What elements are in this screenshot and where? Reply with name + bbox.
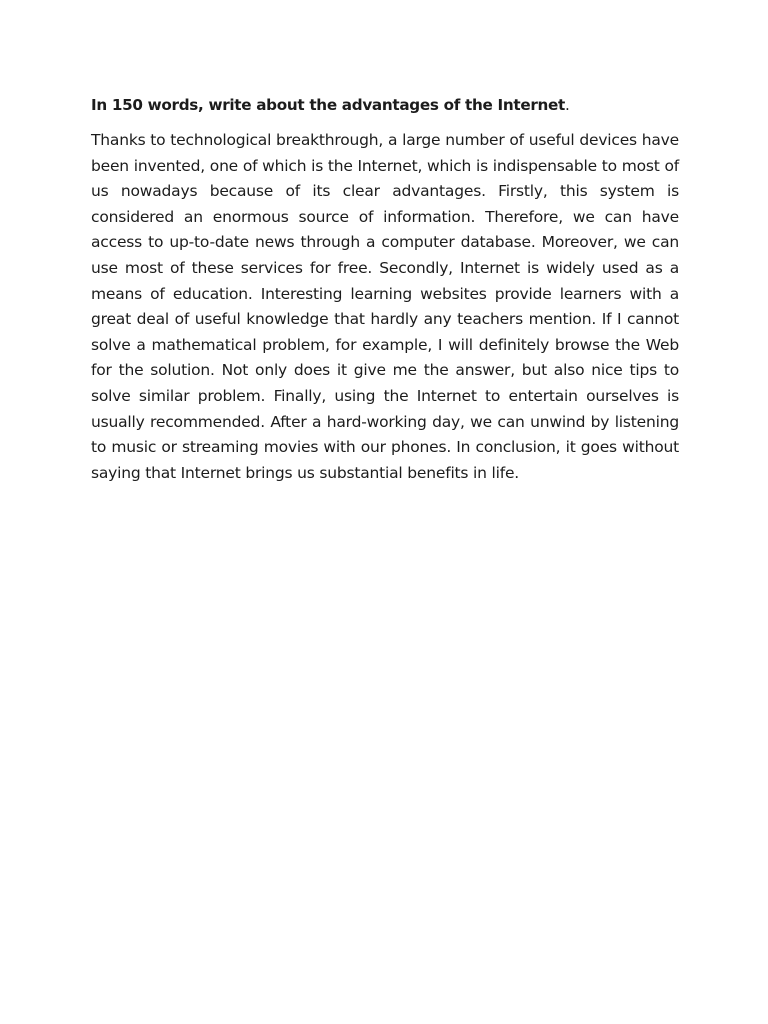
document-content	[91, 92, 679, 486]
essay-body: Thanks to technological breakthrough, a large number of useful devices have been invented, one of which is the Internet, which is indispensable to most of us nowadays because of its clear advantages. Firstly, this system is considered an enormous source of information. Therefore, we can have access to up-to-date news through a computer database. Moreover, we can use most of these services for free. Secondly, Internet is widely used as a means of education. Interesting learning websites provide learners with a great deal of useful knowledge that hardly any teachers mention. If I cannot solve a mathematical problem, for example, I will definitely browse the Web for the solution. Not only does it give me the answer, but also nice tips to solve similar problem. Finally, using the Internet to entertain ourselves is usually recommended. After a hard-working day, we can unwind by listening to music or streaming movies with our phones. In conclusion, it goes without saying that Internet brings us substantial benefits in life.	[91, 131, 679, 482]
essay-prompt-text: In 150 words, write about the advantages of the Internet	[91, 96, 565, 114]
essay-prompt	[91, 92, 679, 118]
essay-prompt-period: .	[564, 96, 570, 114]
